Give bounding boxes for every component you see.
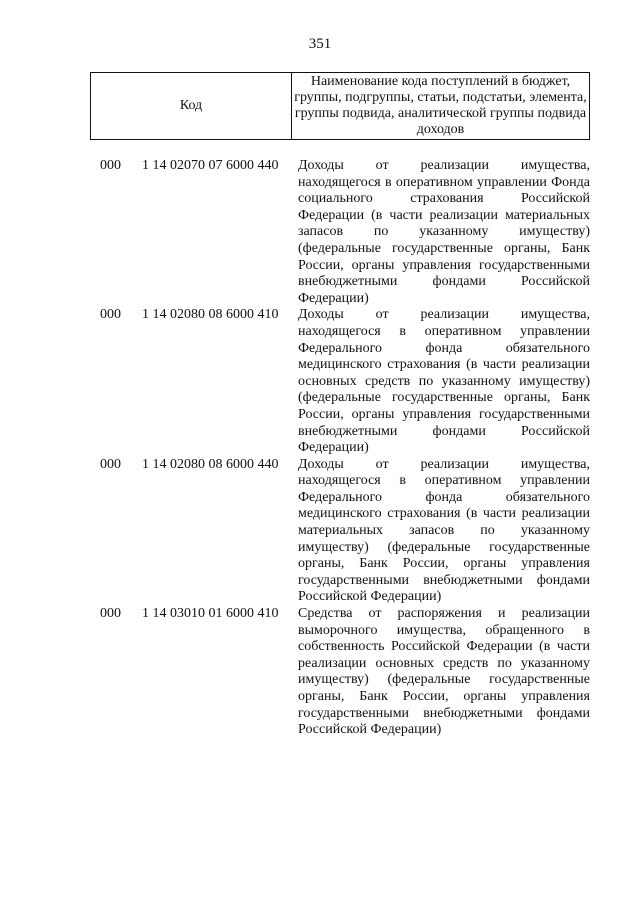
- code-list: [0, 158, 640, 739]
- header-code-cell: Код: [91, 73, 292, 140]
- header-row: [91, 73, 590, 140]
- header-name-cell: Наименование кода поступлений в бюджет, группы, подгруппы, статьи, подстатьи, элемента, группы подвида, аналитической группы подвида доходов: [292, 73, 590, 140]
- admin-code: 000: [100, 456, 121, 472]
- revenue-description: Средства от распоряжения и реализации выморочного имущества, обращенного в собственность Российской Федерации (в части реализации основных средств по указанному имуществу) (федеральные государственные органы, Банк России, органы управления государственными внебюджетными фондами Российской Федерации): [298, 606, 590, 738]
- revenue-description: Доходы от реализации имущества, находящегося в оперативном управлении Федерального фонда обязательного медицинского страхования (в части реализации материальных запасов по указанному имуществу) (федеральные государственные органы, Банк России, органы управления государственными внебюджетными фондами Российской Федерации): [298, 456, 590, 605]
- page-number: 351: [308, 36, 332, 52]
- revenue-description: Доходы от реализации имущества, находящегося в оперативном управлении Фонда социального страхования Российской Федерации (в части реализации материальных запасов по указанному имуществу) (федеральные государственные органы, Банк России, органы управления государственными внебюджетными фондами Российской Федерации): [298, 158, 590, 306]
- code-row: [0, 307, 640, 456]
- revenue-code: 1 14 02070 07 6000 440: [142, 158, 279, 173]
- code-row: [0, 606, 640, 739]
- admin-code: 000: [100, 158, 121, 173]
- header-table: [90, 72, 590, 140]
- admin-code: 000: [100, 307, 121, 323]
- admin-code: 000: [100, 606, 121, 622]
- revenue-code: 1 14 02080 08 6000 440: [142, 456, 279, 472]
- revenue-code: 1 14 02080 08 6000 410: [142, 307, 279, 323]
- code-row: [0, 457, 640, 606]
- revenue-description: Доходы от реализации имущества, находящегося в оперативном управлении Федерального фонда обязательного медицинского страхования (в части реализации основных средств по указанному имуществу) (федеральные государственные органы, Банк России, органы управления государственными внебюджетными фондами Российской Федерации): [298, 307, 590, 456]
- code-row: [0, 158, 640, 307]
- revenue-code: 1 14 03010 01 6000 410: [142, 606, 279, 622]
